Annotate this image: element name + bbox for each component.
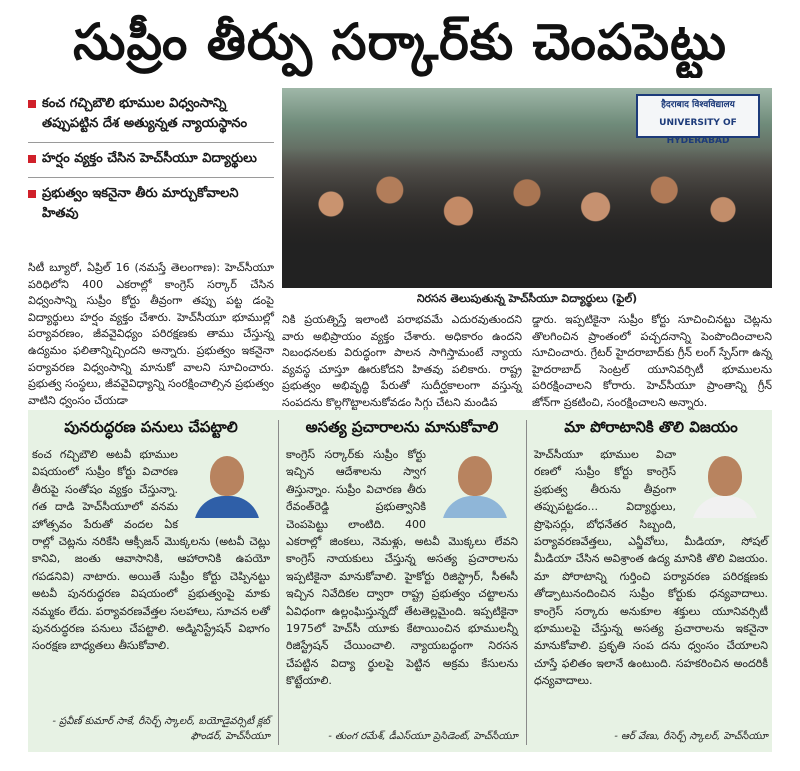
bullet-square-icon xyxy=(28,155,36,163)
bullet-text: ప్రభుత్వం ఇకనైనా తీరు మార్చుకోవాలని హితవు xyxy=(42,186,239,221)
opinion-title: పునరుద్ధరణ పనులు చేపట్టాలి xyxy=(64,418,238,436)
opinion-box-3 xyxy=(530,410,772,752)
opinion-body-wrap xyxy=(530,446,772,690)
opinion-body: హెచ్‌సీయూ భూముల విచా రణలో సుప్రీం కోర్టు కాంగ్రెస్ ప్రభుత్వ తీరును తీవ్రంగా తప్పుపట్టడం... విద్యార్థులు, ప్రొఫెసర్లు, బోధనేతర సిబ్బంది, పర్యావరణవేత్తలు, ఎన్జీవోలు, మీడియా, సోషల్ మీడియా చేసిన అవిశ్రాంత ఉద్య మానికి తొలి విజయం. మా పోరాటాన్ని గుర్తించి పర్యావరణ పరిరక్షణకు తోడ్పాటునందించిన సుప్రీం కోర్టుకు ధన్యవాదాలు. కాంగ్రెస్ సర్కారు అనుకూల శక్తులు యూనివర్సిటీ భూములపై చేస్తున్న అసత్య ప్రచారాలను ఇకనైనా మానుకోవాలి. ప్రకృతి సంప దను ధ్వంసం చేయాలని చూస్తే ఫలితం ఇలానే ఉంటుంది. సహకరించిన అందరికీ ధన్యవాదాలు. xyxy=(534,448,768,688)
portrait-shirt xyxy=(442,496,508,518)
column-divider xyxy=(278,420,279,745)
highlight-bullets xyxy=(28,88,274,232)
portrait-face xyxy=(458,456,492,496)
crowd-illustration xyxy=(282,148,772,288)
opinion-section xyxy=(28,410,772,752)
bullet-text: హర్షం వ్యక్తం చేసిన హెచ్‌సీయూ విద్యార్థులు xyxy=(42,151,257,166)
portrait-shirt xyxy=(692,496,758,518)
opinion-box-2 xyxy=(282,410,522,752)
article-column-3: డ్డారు. ఇప్పటికైనా సుప్రీం కోర్టు సూచించినట్టు చెట్లను తొలగించిన ప్రాంతంలో పచ్చదనాన్ని పెంపొందించాలని సూచించారు. గ్రేటర్ హైదరాబాద్‌కు గ్రీన్ లంగ్ స్పేస్‌గా ఉన్న హైదరాబాద్ సెంట్రల్ యూనివర్సిటీ భూములను పరిరక్షించాలని కోరారు. హెచ్‌సీయూ ప్రాంతాన్ని గ్రీన్ జోన్‌గా ప్రకటించి, సంరక్షించాలని అన్నారు. xyxy=(532,313,772,409)
bullet-item xyxy=(28,143,274,178)
author-photo xyxy=(432,448,518,518)
bullet-square-icon xyxy=(28,190,36,198)
article-intro: సిటీ బ్యూరో, ఏప్రిల్ 16 (నమస్తే తెలంగాణ): హెచ్‌సీయూ పరిధిలోని 400 ఎకరాల్లో కాంగ్రెస్ సర్కార్ చేసిన విధ్వంసాన్ని సుప్రీం కోర్టు తీవ్రంగా తప్పు పట్ట డంపై విద్యార్థులు హర్షం వ్యక్తం చేశారు. హెచ్‌సీయూ భూముల్లో పర్యావరణం, జీవవైవిధ్యం పరిరక్షణకు తాము చేస్తున్న ఉద్యమం ఫలితాన్నిచ్చిందని అన్నారు. ప్రభుత్వం ఇకనైనా పర్యావరణ విధ్వంసాన్ని మానుకో వాలని సూచించారు. ప్రభుత్వ సంస్థలు, జీవవైవిధ్యాన్ని సంరక్షించాల్సిన ప్రభుత్వం వాటిని ధ్వంసం చేయడా xyxy=(28,261,274,407)
headline: సుప్రీం తీర్పు సర్కార్‌కు చెంపపెట్టు xyxy=(73,13,727,71)
opinion-title: మా పోరాటానికి తొలి విజయం xyxy=(564,418,738,436)
opinion-body: కంచ గచ్చిబౌలి అటవీ భూముల విషయంలో సుప్రీం కోర్టు విచారణ తీరుపై సంతోషం వ్యక్తం చేస్తున్నా. గత దాడి హెచ్‌సీయూలో వనమ హోత్సవం పేరుతో వందల ఏక రాల్లో చెట్లను నరికేసి ఆక్సీజన్ మొక్కలను (అటవీ చెట్లు కానివి, జంతు ఆవాసానికి, ఆహారానికి ఉపయో గపడనివి) నాటారు. అయితే సుప్రీం కోర్టు చెప్పినట్టు అటవీ పునరుద్ధరణ విషయంలో ప్రభుత్వంపై మాకు నమ్మకం లేదు. పర్యావరణవేత్తల సలహాలు, సూచన లతో పునరుద్ధరణ పనులు చేపట్టాలి. అడ్మినిస్ట్రేషన్ విభాగం సంరక్షణ బాధ్యతలు తీసుకోవాలి. xyxy=(32,448,270,653)
photo-caption: నిరసన తెలుపుతున్న హెచ్‌సీయూ విద్యార్థులు (ఫైల్) xyxy=(282,289,772,309)
opinion-box-1 xyxy=(28,410,274,752)
opinion-author: - తుంగ రమేశ్, డీఎస్‌యూ ప్రెసిడెంట్, హెచ్‌సీయూ xyxy=(328,731,518,742)
bullet-item xyxy=(28,88,274,143)
opinion-body-wrap xyxy=(28,446,274,655)
opinion-body-wrap xyxy=(282,446,522,690)
opinion-body: కాంగ్రెస్ సర్కార్‌కు సుప్రీం కోర్టు ఇచ్చిన ఆదేశాలను స్వాగ తిస్తున్నాం. సుప్రీం విచారణ తీరు రేవంత్‌రెడ్డి ప్రభుత్వానికి చెంపపెట్టు లాంటిది. 400 ఎకరాల్లో జింకలు, నెమళ్లు, అటవీ మొక్కలు లేవని కాంగ్రెస్ నాయకులు చేస్తున్న అసత్య ప్రచారాలను ఇప్పటికైనా మానుకోవాలి. హైకోర్టు రిజిస్ట్రార్, సీఈసీ ఇచ్చిన నివేదికల ద్వారా రాష్ట్ర ప్రభుత్వం చట్టాలను ఏవిధంగా ఉల్లంఘిస్తున్నదో తేటతెల్లమైంది. ఇప్పటికైనా 1975లో హెచ్‌సీ యూకు కేటాయించిన భూములన్నీ రిజిస్ట్రేషన్ చేయించాలి. న్యాయబద్ధంగా నిరసన చేపట్టిన విద్యా ర్థులపై పెట్టిన అక్రమ కేసులను కొట్టేయాలి. xyxy=(286,448,518,688)
author-photo xyxy=(682,448,768,518)
portrait-face xyxy=(210,456,244,496)
bullet-item xyxy=(28,178,274,232)
article-column-2: నికి ప్రయత్నిస్తే ఇలాంటి పరాభవమే ఎదురవుతుందని వారు అభిప్రాయం వ్యక్తం చేశారు. అధికారం ఉందని నిబంధనలకు విరుద్ధంగా పాలన సాగిస్తామంటే న్యాయ వ్యవస్థ చూస్తూ ఊరుకోదని హితవు పలికారు. రాష్ట్ర ప్రభుత్వం అభివృద్ధి పేరుతో సుదీర్ఘకాలంగా వస్తున్న సంపదను కొల్లగొట్టాలనుకోవడం సిగ్గు చేటని మండిప xyxy=(282,313,522,409)
column-divider xyxy=(526,420,527,745)
university-sign: हैदराबाद विश्वविद्यालय UNIVERSITY OF HYDERABAD xyxy=(636,94,760,138)
protest-photo xyxy=(282,88,772,288)
bullet-text: కంచ గచ్చిబౌలి భూముల విధ్వంసాన్ని తప్పుపట్టిన దేశ అత్యున్నత న్యాయస్థానం xyxy=(42,96,248,131)
portrait-shirt xyxy=(194,496,260,518)
opinion-title: అసత్య ప్రచారాలను మానుకోవాలి xyxy=(305,418,499,436)
bullet-square-icon xyxy=(28,100,36,108)
opinion-author: - ఆర్ వేణు, రీసెర్చ్ స్కాలర్, హెచ్‌సీయూ xyxy=(614,731,768,742)
portrait-face xyxy=(708,456,742,496)
opinion-author: - ప్రవీణ్ కుమార్ సాకే, రీసెర్చ్ స్కాలర్, బయోడైవర్సిటీ క్లబ్ ఫౌండర్, హెచ్‌సీయూ xyxy=(52,716,270,742)
author-photo xyxy=(184,448,270,518)
